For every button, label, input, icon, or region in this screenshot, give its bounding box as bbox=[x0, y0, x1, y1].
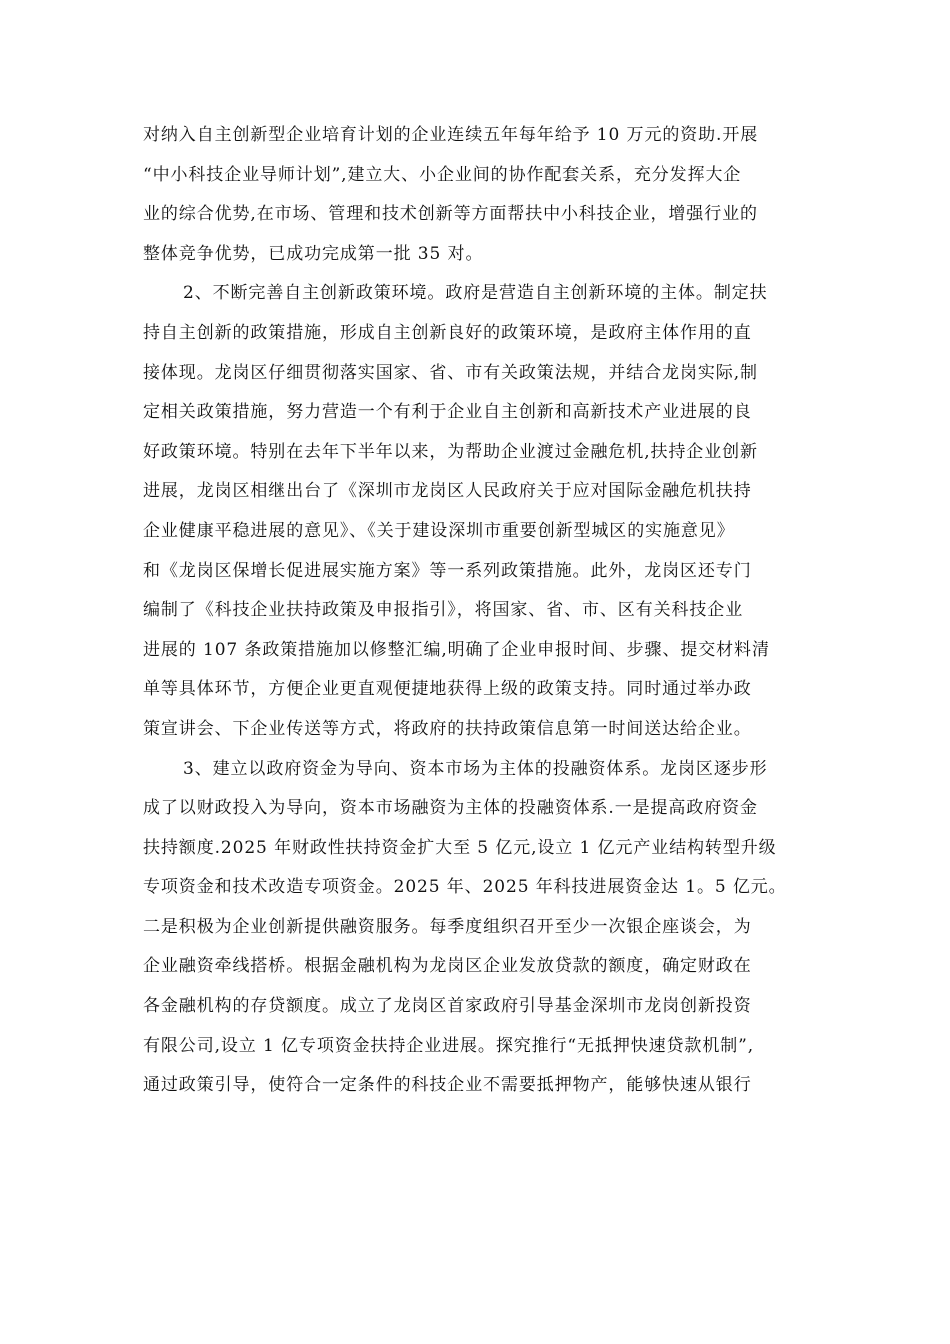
text-line: 进展，龙岗区相继出台了《深圳市龙岗区人民政府关于应对国际金融危机扶持 bbox=[143, 481, 752, 502]
text-line: 和《龙岗区保增长促进展实施方案》等一系列政策措施。此外，龙岗区还专门 bbox=[143, 560, 752, 581]
text-line: 扶持额度.2025 年财政性扶持资金扩大至 5 亿元,设立 1 亿元产业结构转型升级 bbox=[143, 837, 777, 858]
text-line: 各金融机构的存贷额度。成立了龙岗区首家政府引导基金深圳市龙岗创新投资 bbox=[143, 996, 752, 1017]
text-line: 整体竞争优势，已成功完成第一批 35 对。 bbox=[143, 243, 484, 264]
paragraph-start-line: 3、建立以政府资金为导向、资本市场为主体的投融资体系。龙岗区逐步形 bbox=[183, 758, 768, 779]
text-line: 专项资金和技术改造专项资金。2025 年、2025 年科技进展资金达 1。5 亿元。 bbox=[143, 877, 787, 898]
paragraph-start-line: 2、不断完善自主创新政策环境。政府是营造自主创新环境的主体。制定扶 bbox=[183, 283, 768, 304]
text-line: 接体现。龙岗区仔细贯彻落实国家、省、市有关政策法规，并结合龙岗实际,制 bbox=[143, 362, 758, 383]
text-line: 定相关政策措施，努力营造一个有利于企业自主创新和高新技术产业进展的良 bbox=[143, 402, 752, 423]
text-line: 企业健康平稳进展的意见》、《关于建设深圳市重要创新型城区的实施意见》 bbox=[143, 520, 735, 541]
text-line: 通过政策引导，使符合一定条件的科技企业不需要抵押物产，能够快速从银行 bbox=[143, 1075, 752, 1096]
text-line: “中小科技企业导师计划”,建立大、小企业间的协作配套关系，充分发挥大企 bbox=[143, 164, 742, 185]
text-line: 策宣讲会、下企业传送等方式，将政府的扶持政策信息第一时间送达给企业。 bbox=[143, 718, 752, 739]
text-line: 持自主创新的政策措施，形成自主创新良好的政策环境，是政府主体作用的直 bbox=[143, 322, 752, 343]
text-line: 编制了《科技企业扶持政策及申报指引》，将国家、省、市、区有关科技企业 bbox=[143, 600, 744, 621]
text-line: 对纳入自主创新型企业培育计划的企业连续五年每年给予 10 万元的资助.开展 bbox=[143, 125, 759, 145]
text-line: 好政策环境。特别在去年下半年以来，为帮助企业渡过金融危机,扶持企业创新 bbox=[143, 441, 758, 462]
text-line: 业的综合优势,在市场、管理和技术创新等方面帮扶中小科技企业，增强行业的 bbox=[143, 204, 758, 225]
text-line: 有限公司,设立 1 亿专项资金扶持企业进展。探究推行“无抵押快速贷款机制”, bbox=[143, 1035, 755, 1056]
document-body bbox=[143, 116, 808, 1106]
text-line: 二是积极为企业创新提供融资服务。每季度组织召开至少一次银企座谈会，为 bbox=[143, 916, 752, 937]
text-line: 企业融资牵线搭桥。根据金融机构为龙岗区企业发放贷款的额度，确定财政在 bbox=[143, 956, 752, 977]
text-line: 进展的 107 条政策措施加以修整汇编,明确了企业申报时间、步骤、提交材料清 bbox=[143, 639, 770, 660]
text-line: 单等具体环节，方便企业更直观便捷地获得上级的政策支持。同时通过举办政 bbox=[143, 679, 752, 700]
text-line: 成了以财政投入为导向，资本市场融资为主体的投融资体系.一是提高政府资金 bbox=[143, 798, 758, 819]
